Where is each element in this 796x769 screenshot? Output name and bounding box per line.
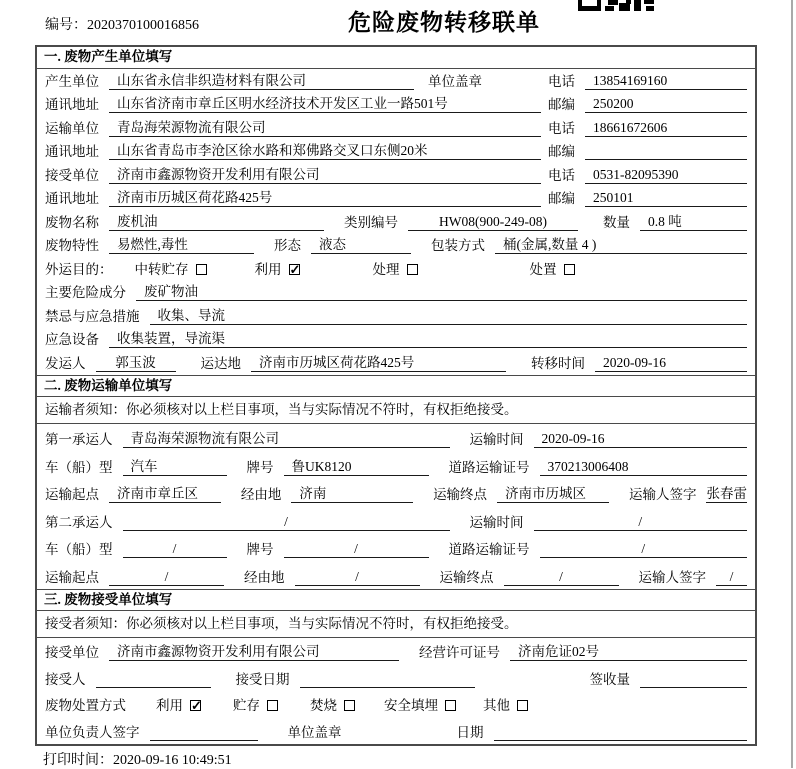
- transport-postcode-value: [585, 159, 747, 160]
- date-value: [494, 740, 748, 741]
- road-permit1-value: 370213006408: [540, 459, 748, 476]
- receive-date-label: 接受日期: [235, 671, 290, 687]
- disposal-option-label: 焚烧: [310, 698, 337, 713]
- row-carrier2: [37, 506, 755, 534]
- checkbox-icon: [267, 700, 278, 711]
- license-number-value: 济南危证02号: [510, 644, 747, 661]
- manifest-form: [35, 45, 757, 746]
- producer-phone-value: 13854169160: [585, 73, 747, 90]
- received-amount-label: 签收量: [589, 671, 630, 687]
- qr-code-fragment: [578, 0, 654, 11]
- producer-address-value: 山东省济南市章丘区明水经济技术开发区工业一路501号: [109, 96, 541, 113]
- disposal-option-label: 利用: [156, 698, 183, 713]
- carrier2-label: 第二承运人: [45, 514, 113, 530]
- waste-name-label: 废物名称: [45, 214, 99, 230]
- transport-address-label: 通讯地址: [45, 144, 99, 159]
- waste-name-value: 废机油: [109, 214, 324, 231]
- carrier1-label: 第一承运人: [45, 432, 113, 447]
- terminal1-label: 运输终点: [433, 487, 488, 502]
- transport-time1-label: 运输时间: [469, 432, 524, 447]
- transport-phone-label: 电话: [548, 120, 575, 136]
- receive-date-value: [300, 687, 475, 688]
- via1-value: 济南: [291, 486, 413, 503]
- responsible-signature-value: [150, 740, 258, 741]
- producer-address-label: 通讯地址: [45, 97, 99, 112]
- main-hazard-value: 废矿物油: [136, 284, 747, 301]
- row-producer-address: [37, 93, 755, 117]
- destination-value: 济南市历城区荷花路425号: [251, 355, 506, 372]
- signature2-label: 运输人签字: [638, 569, 706, 585]
- terminal2-label: 运输终点: [439, 569, 494, 585]
- checkbox-icon: [517, 700, 528, 711]
- received-amount-value: [640, 687, 747, 688]
- transport-unit-value: 青岛海荣源物流有限公司: [109, 120, 541, 137]
- transport-time2-label: 运输时间: [469, 514, 524, 530]
- transport-unit-label: 运输单位: [45, 120, 99, 136]
- purpose-label: 外运目的：: [45, 261, 113, 277]
- producer-unit-label: 产生单位: [45, 73, 99, 89]
- checkbox-icon: [289, 264, 300, 275]
- row-receiver-person: [37, 664, 755, 691]
- plate-number1-label: 牌号: [246, 459, 274, 475]
- purpose-option-transfer-storage: [135, 261, 207, 278]
- transport-time1-value: 2020-09-16: [534, 431, 748, 448]
- waste-property-label: 废物特性: [45, 238, 99, 253]
- purpose-option-utilize: [255, 261, 300, 278]
- via1-label: 经由地: [240, 487, 282, 502]
- receiver-phone-value: 0531-82095390: [585, 167, 747, 184]
- origin1-value: 济南市章丘区: [109, 486, 221, 503]
- section-receiver: [37, 589, 755, 744]
- checkbox-icon: [190, 700, 201, 711]
- responsible-signature-label: 单位负责人签字: [45, 724, 140, 740]
- disposal-option-label: 安全填埋: [384, 698, 438, 713]
- vehicle-type2-value: /: [123, 541, 227, 558]
- license-number-label: 经营许可证号: [419, 645, 500, 660]
- purpose-option-treat: [373, 261, 418, 278]
- plate-number2-label: 牌号: [246, 542, 274, 557]
- precautions-value: 收集、导流: [150, 308, 748, 325]
- date-label: 日期: [456, 724, 484, 740]
- checkbox-icon: [564, 264, 575, 275]
- row-carrier1: [37, 424, 755, 452]
- row-transfer-purpose: [37, 257, 755, 281]
- waste-property-value: 易燃性,毒性: [109, 237, 254, 254]
- transfer-time-label: 转移时间: [531, 355, 585, 371]
- section-producer-title: 一. 废物产生单位填写: [37, 47, 755, 69]
- receiver-unit3-value: 济南市鑫源物资开发利用有限公司: [109, 644, 399, 661]
- producer-postcode-value: 250200: [585, 96, 747, 113]
- vehicle-type2-label: 车（船）型: [45, 542, 113, 557]
- checkbox-icon: [407, 264, 418, 275]
- receiver-phone-label: 电话: [548, 167, 575, 183]
- transport-time2-value: /: [534, 514, 748, 531]
- checkbox-icon: [196, 264, 207, 275]
- disposal-option-label: 其他: [483, 698, 510, 713]
- row-receiver-license: [37, 638, 755, 665]
- packaging-value: 桶(金属,数量 4 ): [495, 237, 747, 254]
- page-edge-line: [791, 0, 793, 768]
- physical-form-value: 液态: [311, 237, 411, 254]
- plate-number1-value: 鲁UK8120: [284, 459, 429, 476]
- row-producer-unit: [37, 69, 755, 93]
- shipper-value: 郭玉波: [96, 355, 176, 372]
- producer-postcode-label: 邮编: [548, 97, 575, 112]
- purpose-option-dispose: [530, 261, 575, 278]
- row-vehicle1: [37, 451, 755, 479]
- receiver-address-value: 济南市历城区荷花路425号: [109, 190, 541, 207]
- section-producer: [37, 47, 755, 375]
- terminal1-value: 济南市历城区: [497, 486, 609, 503]
- producer-unit-value: 山东省永信非织造材料有限公司: [109, 73, 414, 90]
- row-precautions: [37, 304, 755, 328]
- category-code-label: 类别编号: [344, 214, 398, 230]
- emergency-equipment-value: 收集装置，导流渠: [109, 331, 747, 348]
- row-waste-property: [37, 234, 755, 258]
- plate-number2-value: /: [284, 541, 429, 558]
- receiver-address-label: 通讯地址: [45, 191, 99, 206]
- origin2-value: /: [109, 569, 224, 586]
- page-title: 危险废物转移联单: [348, 10, 540, 35]
- section-transport-title: 二. 废物运输单位填写: [37, 375, 755, 397]
- row-transport-unit: [37, 116, 755, 140]
- print-time: [43, 749, 232, 769]
- row-route2: [37, 561, 755, 589]
- row-main-hazard: [37, 281, 755, 305]
- origin2-label: 运输起点: [45, 569, 99, 585]
- section-transport: [37, 375, 755, 589]
- print-time-value: 2020-09-16 10:49:51: [113, 753, 232, 768]
- receiver-postcode-value: 250101: [585, 190, 747, 207]
- receiver-unit3-label: 接受单位: [45, 645, 99, 660]
- terminal2-value: /: [504, 569, 619, 586]
- receiver-person-value: [96, 687, 211, 688]
- disposal-option-store: [233, 697, 278, 714]
- purpose-option-label: 中转贮存: [134, 261, 189, 277]
- transport-address-value: 山东省青岛市李沧区徐水路和郑佛路交叉口东侧20米: [109, 143, 541, 160]
- checkbox-icon: [445, 700, 456, 711]
- receiver-unit-value: 济南市鑫源物资开发利用有限公司: [109, 167, 541, 184]
- row-waste-info: [37, 210, 755, 234]
- road-permit1-label: 道路运输证号: [448, 459, 530, 475]
- receiver-notice: 接受者须知：你必须核对以上栏目事项，当与实际情况不符时，有权拒绝接受。: [37, 611, 755, 638]
- shipper-label: 发运人: [45, 355, 86, 371]
- producer-phone-label: 电话: [548, 73, 575, 89]
- transport-postcode-label: 邮编: [548, 144, 575, 159]
- row-responsible-signature: [37, 717, 755, 744]
- unit-seal-label: 单位盖章: [428, 73, 482, 89]
- via2-label: 经由地: [244, 569, 285, 585]
- quantity-value: 0.8 吨: [640, 214, 747, 231]
- physical-form-label: 形态: [274, 238, 301, 253]
- precautions-label: 禁忌与应急措施: [45, 308, 140, 324]
- vehicle-type1-value: 汽车: [123, 459, 227, 476]
- emergency-equipment-label: 应急设备: [45, 332, 99, 347]
- carrier1-value: 青岛海荣源物流有限公司: [123, 431, 450, 448]
- category-code-value: HW08(900-249-08): [408, 214, 578, 231]
- via2-value: /: [295, 569, 420, 586]
- print-time-label: 打印时间：: [43, 753, 113, 768]
- disposal-option-utilize: [156, 697, 201, 714]
- row-receiver-unit: [37, 163, 755, 187]
- vehicle-type1-label: 车（船）型: [45, 459, 113, 475]
- destination-label: 运达地: [200, 355, 241, 371]
- disposal-option-incinerate: [310, 697, 355, 714]
- section-receiver-title: 三. 废物接受单位填写: [37, 589, 755, 611]
- purpose-option-label: 利用: [254, 261, 282, 277]
- row-receiver-address: [37, 187, 755, 211]
- disposal-option-other: [483, 697, 528, 714]
- receiver-person-label: 接受人: [45, 671, 86, 687]
- main-hazard-label: 主要危险成分: [45, 285, 126, 300]
- quantity-label: 数量: [603, 214, 630, 230]
- disposal-option-label: 贮存: [233, 698, 260, 713]
- receiver-unit-label: 接受单位: [45, 167, 99, 183]
- transport-notice: 运输者须知：你必须核对以上栏目事项，当与实际情况不符时，有权拒绝接受。: [37, 397, 755, 424]
- signature1-value: 张春雷: [706, 486, 747, 501]
- carrier2-value: /: [123, 514, 450, 531]
- origin1-label: 运输起点: [45, 487, 99, 502]
- disposal-label: 废物处置方式: [45, 698, 126, 713]
- signature1-label: 运输人签字: [628, 487, 697, 502]
- receiver-postcode-label: 邮编: [548, 191, 575, 206]
- purpose-option-label: 处置: [529, 261, 557, 277]
- road-permit2-value: /: [540, 541, 748, 558]
- row-vehicle2: [37, 534, 755, 562]
- row-emergency-equipment: [37, 328, 755, 352]
- doc-number-label: 编号：: [45, 18, 87, 33]
- transfer-time-value: 2020-09-16: [595, 355, 747, 372]
- purpose-option-label: 处理: [372, 261, 400, 277]
- unit-seal3-label: 单位盖章: [287, 724, 342, 740]
- packaging-label: 包装方式: [431, 238, 485, 253]
- row-shipper: [37, 351, 755, 375]
- row-transport-address: [37, 140, 755, 164]
- doc-number-value: 2020370100016856: [87, 18, 199, 33]
- checkbox-icon: [344, 700, 355, 711]
- signature2-value: /: [716, 569, 747, 586]
- road-permit2-label: 道路运输证号: [448, 542, 530, 557]
- row-disposal-method: [37, 691, 755, 718]
- row-route1: [37, 479, 755, 507]
- transport-phone-value: 18661672606: [585, 120, 747, 137]
- disposal-option-landfill: [384, 697, 456, 714]
